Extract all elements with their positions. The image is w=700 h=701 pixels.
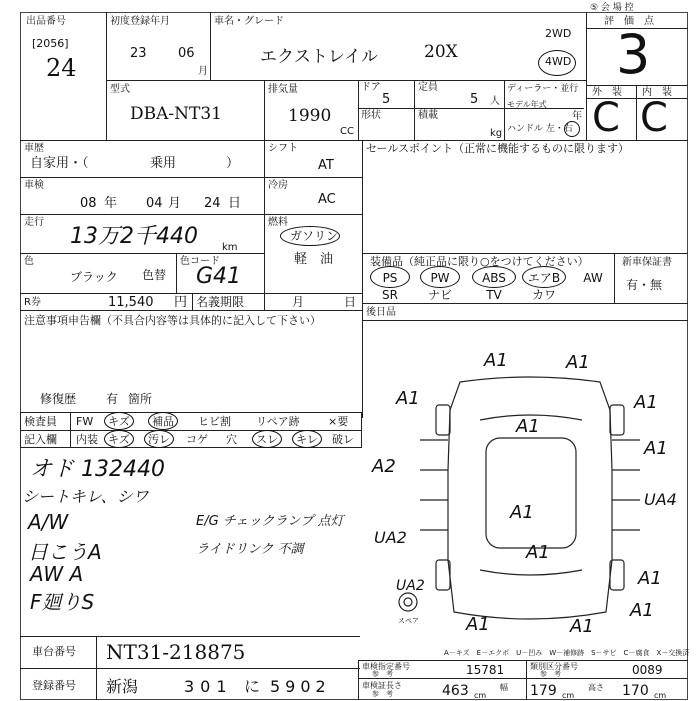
repair-place: 箇所 bbox=[128, 392, 153, 406]
recycle-value: 11,540 bbox=[108, 295, 154, 310]
width-unit: cm bbox=[562, 691, 575, 700]
insp-month: 04 bbox=[146, 196, 163, 211]
damage-legend: A－キズ E－エクボ U－凹み W－補修跡 S－サビ C－腐食 X－交換済 bbox=[444, 649, 690, 657]
drive-4wd: 4WD bbox=[545, 55, 572, 68]
check-tear: キレ bbox=[296, 433, 318, 446]
deadline-label: 名義期限 bbox=[196, 295, 245, 309]
reg-number: 5902 bbox=[270, 677, 331, 696]
length-unit: cm bbox=[474, 691, 487, 700]
mark-a1-roof: A1 bbox=[510, 502, 534, 523]
check-int-scratch: キズ bbox=[108, 433, 130, 446]
height-unit: cm bbox=[654, 691, 667, 700]
capacity-label: 定員 bbox=[418, 82, 438, 93]
check-hole: 穴 bbox=[226, 433, 237, 446]
height-value: 170 bbox=[622, 683, 649, 699]
dealer-label: ディーラー・並行 bbox=[507, 84, 579, 94]
year-unit: 年 bbox=[572, 111, 582, 122]
fuel-label: 燃料 bbox=[268, 217, 288, 228]
first-reg-label: 初度登録年月 bbox=[110, 16, 170, 27]
mark-a1-front-right: A1 bbox=[566, 352, 590, 373]
check-need: ×要 bbox=[328, 415, 349, 428]
capacity: 5 bbox=[470, 92, 479, 107]
color-code-label: 色コード bbox=[180, 256, 220, 267]
note-aw: A/W bbox=[28, 510, 69, 534]
reg-kana: に bbox=[244, 677, 261, 696]
displacement: 1990 bbox=[288, 106, 332, 126]
length-sub: 参 考 bbox=[372, 690, 393, 698]
repair-label: 修復歴 bbox=[40, 392, 77, 406]
ac-label: 冷房 bbox=[268, 180, 288, 191]
note-odo: オド 132440 bbox=[30, 457, 165, 482]
mark-ua4-right: UA4 bbox=[644, 490, 677, 509]
equip-tv: TV bbox=[486, 288, 502, 302]
model-name: エクストレイル bbox=[260, 47, 378, 67]
height-label: 高さ bbox=[588, 683, 604, 692]
recycle-label: R券 bbox=[24, 297, 41, 308]
color-code: G41 bbox=[196, 264, 242, 289]
interior-label: 内 装 bbox=[642, 87, 672, 98]
mark-a1-right-rear: A1 bbox=[638, 568, 662, 589]
history-prefix: 自家用・（ bbox=[30, 156, 89, 171]
reg-label: 登録番号 bbox=[32, 679, 76, 692]
width-label: 幅 bbox=[500, 683, 508, 692]
cc-unit: CC bbox=[340, 126, 354, 137]
reg-year: 23 bbox=[130, 46, 147, 61]
check-repair: 補品 bbox=[152, 415, 174, 428]
inspector-label: 検査員 bbox=[24, 415, 57, 428]
mark-ua2-spare: UA2 bbox=[396, 578, 425, 594]
mark-ua2-left: UA2 bbox=[374, 528, 407, 547]
mark-a1-right-fender: A1 bbox=[634, 392, 658, 413]
width-value: 179 bbox=[530, 683, 557, 699]
equip-ps: PS bbox=[382, 271, 398, 285]
mileage-value: 13万2千440 bbox=[70, 224, 198, 249]
deadline-day: 日 bbox=[344, 295, 357, 309]
shape-label: 形状 bbox=[361, 110, 381, 121]
warranty-value: 有・無 bbox=[626, 278, 663, 292]
color-change-label: 色替 bbox=[142, 268, 167, 282]
note-fender: F廻りS bbox=[30, 590, 95, 614]
type-label: 型式 bbox=[110, 84, 130, 95]
history-suffix: ） bbox=[226, 156, 240, 171]
load-unit: kg bbox=[490, 128, 503, 139]
note-warning-2: ライドリンク 不調 bbox=[196, 542, 304, 557]
warranty-label: 新車保証書 bbox=[622, 257, 672, 268]
chassis-label: 車台番号 bbox=[32, 645, 76, 658]
mileage-label: 走行 bbox=[24, 217, 44, 228]
inspection-label: 車検 bbox=[24, 180, 44, 191]
displacement-label: 排気量 bbox=[268, 84, 298, 95]
reg-class: 301 bbox=[184, 677, 233, 696]
fuel-diesel: 軽 油 bbox=[294, 252, 334, 267]
handle-label: ハンドル 左・右 bbox=[507, 124, 573, 134]
category-number: 0089 bbox=[632, 663, 663, 677]
fuel-gas: ガソリン bbox=[290, 229, 339, 243]
color-label: 色 bbox=[24, 256, 34, 267]
exterior-label: 外 装 bbox=[592, 87, 622, 98]
length-label: 車検証長さ bbox=[362, 681, 402, 690]
model-year-label: モデル年式 bbox=[507, 100, 547, 109]
interior-grade: C bbox=[640, 95, 668, 141]
ac-value: AC bbox=[318, 192, 336, 207]
check-fw: FW bbox=[76, 415, 94, 428]
insp-day: 24 bbox=[204, 196, 221, 211]
lot-number: 24 bbox=[46, 54, 77, 82]
mark-a1-left-fender: A1 bbox=[396, 388, 420, 409]
doors-label: ドア bbox=[361, 82, 381, 93]
recycle-yen: 円 bbox=[174, 295, 188, 310]
check-dirt: 汚レ bbox=[148, 433, 170, 446]
check-crack: ヒビ割 bbox=[198, 415, 231, 428]
equipment-label: 装備品（純正品に限り○をつけてください） bbox=[370, 255, 589, 268]
after-items-label: 後日品 bbox=[366, 307, 396, 318]
equip-aw: AW bbox=[583, 271, 603, 285]
category-sub: 参 考 bbox=[540, 670, 561, 678]
equip-abs: ABS bbox=[482, 271, 506, 285]
insp-year: 08 bbox=[80, 196, 97, 211]
capacity-unit: 人 bbox=[490, 96, 500, 107]
doors: 5 bbox=[382, 92, 391, 107]
mark-a1-bottom-right: A1 bbox=[570, 616, 594, 637]
chassis-number: NT31-218875 bbox=[106, 640, 246, 664]
exterior-grade: C bbox=[592, 95, 620, 141]
equip-navi: ナビ bbox=[427, 288, 452, 302]
drive-2wd: 2WD bbox=[545, 27, 572, 40]
shift-value: AT bbox=[318, 158, 334, 173]
overall-score: 3 bbox=[616, 23, 651, 86]
name-label: 車名・グレード bbox=[214, 16, 284, 27]
mark-a1-rear: A1 bbox=[526, 542, 550, 563]
shift-label: シフト bbox=[268, 143, 298, 154]
equip-airbag: エアB bbox=[527, 271, 561, 285]
spec-sub: 参 考 bbox=[372, 670, 393, 678]
check-burn: コゲ bbox=[186, 433, 208, 446]
category-label: 類別区分番号 bbox=[530, 662, 578, 671]
mark-a1-hood: A1 bbox=[516, 416, 540, 437]
grade-label: 評 価 点 bbox=[604, 16, 654, 27]
note-scratch: 日こうA bbox=[28, 540, 102, 564]
entry-label: 記入欄 bbox=[24, 433, 57, 446]
reg-area: 新潟 bbox=[106, 677, 139, 696]
check-rip: 破レ bbox=[332, 433, 354, 446]
history-label: 車歴 bbox=[24, 143, 44, 154]
grade: 20X bbox=[424, 42, 458, 62]
top-right-note: ⑤ 会 場 控 bbox=[590, 3, 634, 13]
check-repair-mark: リペア跡 bbox=[256, 415, 300, 428]
km-unit: km bbox=[222, 242, 238, 253]
reg-month: 06 bbox=[178, 46, 195, 61]
insp-month-unit: 月 bbox=[168, 196, 182, 211]
length-value: 463 bbox=[442, 683, 469, 699]
spec-number: 15781 bbox=[466, 663, 505, 677]
check-wear: スレ bbox=[256, 433, 278, 446]
check-scratch: キズ bbox=[108, 415, 130, 428]
deadline-month: 月 bbox=[292, 295, 305, 309]
spare-label: スペア bbox=[398, 617, 419, 625]
type-value: DBA-NT31 bbox=[130, 104, 222, 124]
lot-label: 出品番号 bbox=[26, 16, 66, 27]
note-aw-a: AW A bbox=[30, 562, 84, 586]
note-seat: シートキレ、シワ bbox=[22, 487, 149, 506]
repair-value: 有 bbox=[106, 392, 119, 406]
equip-sr: SR bbox=[382, 288, 398, 302]
color-value: ブラック bbox=[70, 270, 118, 284]
insp-day-unit: 日 bbox=[228, 196, 242, 211]
mark-a1-rear-bumper: A1 bbox=[630, 600, 654, 621]
check-interior: 内装 bbox=[76, 433, 98, 446]
mark-a1-right-door: A1 bbox=[644, 438, 668, 459]
note-warning-1: E/G チェックランプ 点灯 bbox=[196, 514, 344, 529]
month-unit: 月 bbox=[198, 66, 208, 77]
mark-a2-left-door: A2 bbox=[372, 456, 396, 477]
history-value: 乗用 bbox=[150, 156, 177, 171]
notes-label: 注意事項申告欄（不具合内容等は具体的に記入して下さい） bbox=[24, 314, 321, 327]
spec-label: 車検指定番号 bbox=[362, 662, 410, 671]
load-label: 積載 bbox=[418, 110, 438, 121]
equip-leather: カワ bbox=[531, 288, 556, 302]
lot-code: [2056] bbox=[32, 37, 69, 50]
mark-a1-front-left: A1 bbox=[484, 350, 508, 371]
sales-point-label: セールスポイント（正常に機能するものに限ります） bbox=[366, 142, 630, 155]
equip-pw: PW bbox=[430, 271, 450, 285]
mark-a1-bottom-left: A1 bbox=[466, 614, 490, 635]
insp-year-unit: 年 bbox=[104, 196, 118, 211]
